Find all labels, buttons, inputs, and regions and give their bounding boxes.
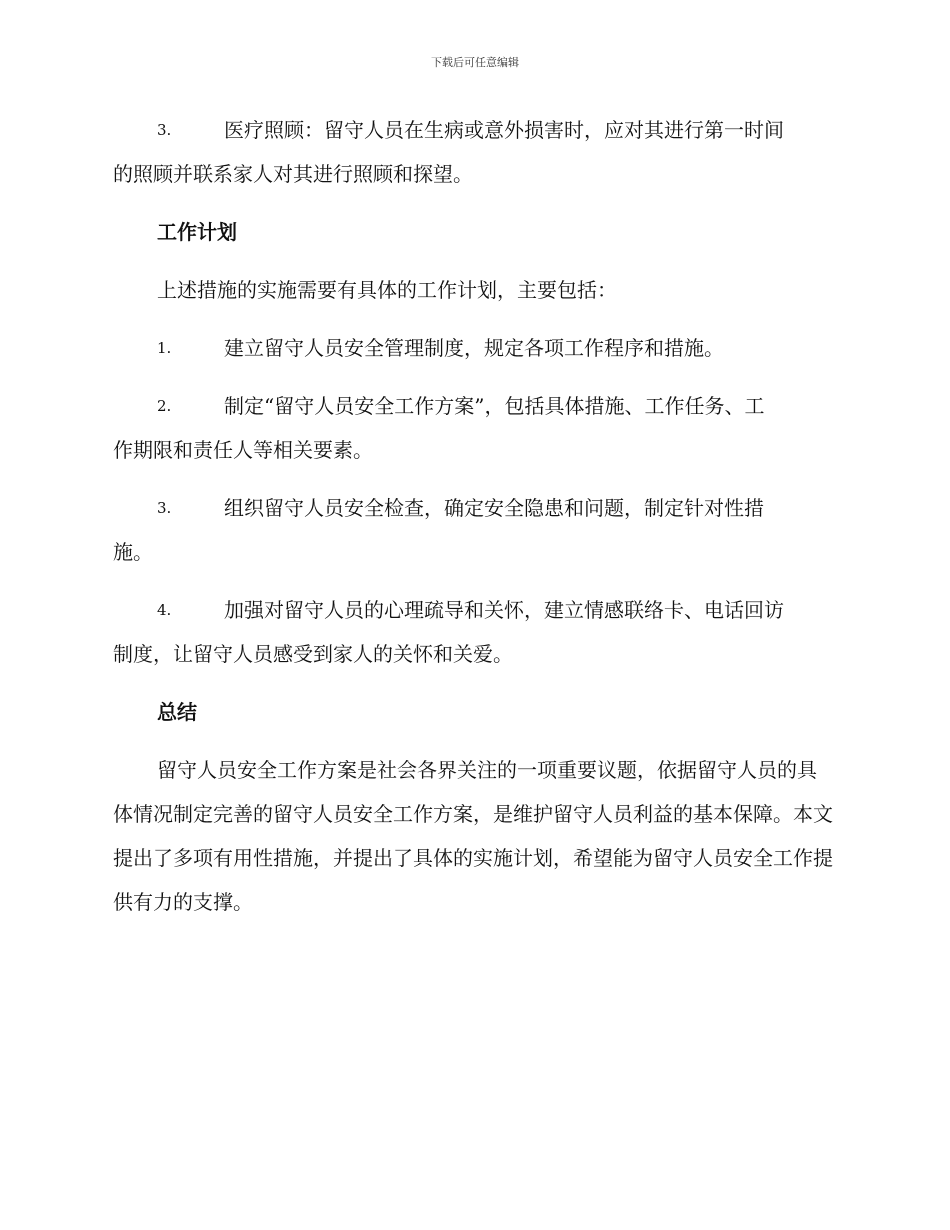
- list-item-text: 医疗照顾：留守人员在生病或意外损害时，应对其进行第一时间: [224, 118, 784, 142]
- list-number: 3.: [157, 121, 172, 139]
- list-number: 2.: [157, 397, 172, 415]
- list-number: 3.: [157, 499, 172, 517]
- list-item-continuation: 的照顾并联系家人对其进行照顾和探望。: [113, 162, 473, 186]
- section-heading-work-plan: 工作计划: [157, 220, 237, 244]
- list-number: 1.: [157, 339, 172, 357]
- list-item-text: 建立留守人员安全管理制度，规定各项工作程序和措施。: [224, 336, 724, 360]
- list-item-text: 制定“留守人员安全工作方案”，包括具体措施、工作任务、工: [224, 394, 765, 418]
- list-item-continuation: 施。: [113, 540, 153, 564]
- document-body: [113, 108, 835, 938]
- list-item: [113, 588, 835, 676]
- page-header: 下载后可任意编辑: [431, 56, 519, 69]
- list-item-continuation: 作期限和责任人等相关要素。: [113, 438, 373, 462]
- section-heading-summary: 总结: [157, 700, 197, 724]
- summary-paragraph: 留守人员安全工作方案是社会各界关注的一项重要议题，依据留守人员的具体情况制定完善的留守人员安全工作方案，是维护留守人员利益的基本保障。本文提出了多项有用性措施，并提出了具体的实施计划，希望能为留守人员安全工作提供有力的支撑。: [113, 758, 833, 914]
- list-item: [113, 486, 835, 574]
- list-item: [113, 326, 835, 370]
- list-item: [113, 384, 835, 472]
- list-item: [113, 108, 835, 196]
- list-item-continuation: 制度，让留守人员感受到家人的关怀和关爱。: [113, 642, 513, 666]
- list-item-text: 组织留守人员安全检查，确定安全隐患和问题，制定针对性措: [224, 496, 764, 520]
- list-item-text: 加强对留守人员的心理疏导和关怀，建立情感联络卡、电话回访: [224, 598, 784, 622]
- intro-paragraph: 上述措施的实施需要有具体的工作计划，主要包括：: [157, 278, 617, 302]
- list-number: 4.: [157, 601, 172, 619]
